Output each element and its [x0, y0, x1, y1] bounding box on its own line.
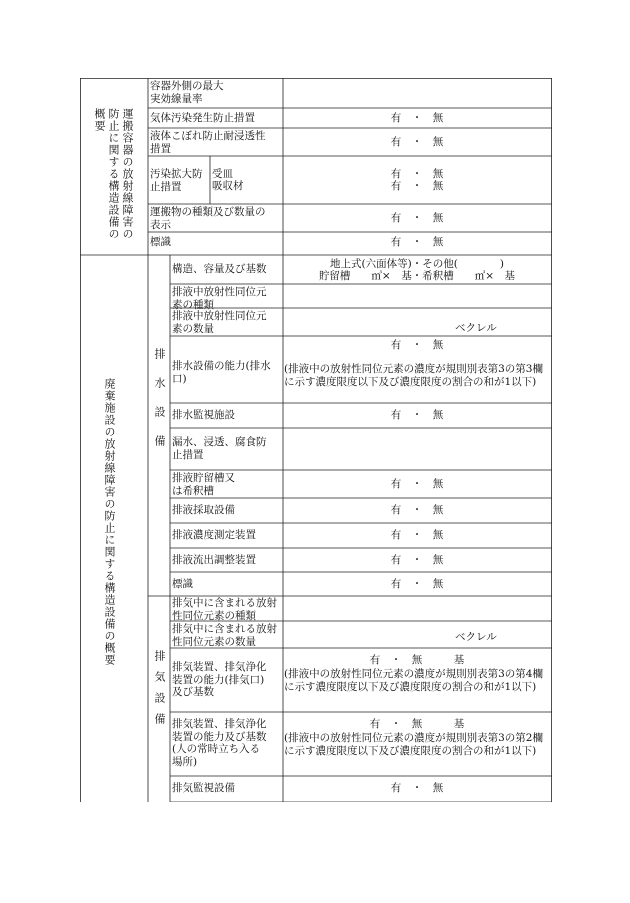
drain-conc-label: 排液濃度測定装置	[172, 529, 256, 541]
group-a-title: 運搬容器の放射線障害の防止に関する構造設備の概要	[93, 108, 134, 240]
row-gas-prevention-value: 有 ・ 無	[390, 112, 444, 124]
row-contamination-value2: 有 ・ 無	[390, 180, 444, 192]
row-gas-prevention-label: 気体汚染発生防止措置	[150, 112, 255, 124]
row-liquid-prevention-label: 液体こぼれ防止耐浸透性 措置	[150, 130, 266, 155]
row-contamination-sub1: 受皿	[212, 168, 233, 180]
drain-capacity-value: 有 ・ 無	[390, 339, 444, 351]
drain-flow-value: 有 ・ 無	[390, 554, 444, 566]
drain-capacity-note: (排液中の放射性同位元素の濃度が規則別表第3の第3欄に示す濃度限度以下及び濃度限度の割合の和が1以下)	[284, 363, 543, 388]
drain-title: 排水設備	[153, 348, 166, 464]
row-transport-label: 運搬物の種類及び数量の 表示	[150, 206, 266, 231]
drain-tank-label: 排液貯留槽又 は希釈槽	[172, 472, 235, 497]
drain-monitor-label: 排水監視施設	[172, 409, 235, 421]
exhaust-type-label: 排気中に含まれる放射性同位元素の種類	[172, 597, 277, 622]
drain-structure-value-l1: 地上式(六面体等)・その他( )	[330, 258, 504, 270]
exhaust-monitor-value: 有 ・ 無	[390, 782, 444, 794]
exhaust-cap1-label: 排気装置、排気浄化 装置の能力(排気口) 及び基数	[172, 661, 267, 698]
drain-sign-label: 標識	[172, 578, 193, 590]
exhaust-cap1-note: (排液中の放射性同位元素の濃度が規則別表第3の第4欄に示す濃度限度以下及び濃度限度の割合の和が1以下)	[284, 668, 543, 693]
drain-qty-label: 排液中放射性同位元 素の数量	[172, 310, 267, 335]
drain-sampling-value: 有 ・ 無	[390, 504, 444, 516]
row-sign-label: 標識	[150, 236, 171, 248]
row-max-dose-label: 容器外側の最大 実効線量率	[150, 80, 224, 105]
row-liquid-prevention-value: 有 ・ 無	[390, 136, 444, 148]
drain-conc-value: 有 ・ 無	[390, 529, 444, 541]
drain-structure-value-l2: 貯留槽 ㎥× 基・希釈槽 ㎥× 基	[318, 270, 516, 282]
exhaust-monitor-label: 排気監視設備	[172, 782, 235, 794]
row-sign-value: 有 ・ 無	[390, 236, 444, 248]
drain-tank-value: 有 ・ 無	[390, 478, 444, 490]
row-contamination-label: 汚染拡大防 止措置	[150, 168, 203, 193]
drain-capacity-label: 排水設備の能力(排水口)	[172, 360, 271, 385]
group-b-title: 廃棄施設の放射線障害の防止に関する構造設備の概要	[103, 378, 116, 666]
drain-flow-label: 排液流出調整装置	[172, 554, 256, 566]
exhaust-cap2-note: (排液中の放射性同位元素の濃度が規則別表第3の第2欄に示す濃度限度以下及び濃度限度の割合の和が1以下)	[284, 732, 543, 757]
row-transport-value: 有 ・ 無	[390, 212, 444, 224]
exhaust-cap2-value: 有 ・ 無 基	[369, 718, 465, 730]
drain-sampling-label: 排液採取設備	[172, 504, 235, 516]
drain-leak-label: 漏水、浸透、腐食防 止措置	[172, 436, 267, 461]
drain-type-label: 排液中放射性同位元 素の種類	[172, 286, 267, 311]
radiation-facility-form	[80, 78, 552, 802]
drain-qty-value: ベクレル	[455, 322, 497, 334]
drain-sign-value: 有 ・ 無	[390, 578, 444, 590]
exhaust-qty-value: ベクレル	[455, 631, 497, 643]
exhaust-qty-label: 排気中に含まれる放射性同位元素の数量	[172, 623, 277, 648]
exhaust-title: 排気設備	[153, 650, 166, 734]
exhaust-cap1-value: 有 ・ 無 基	[369, 654, 465, 666]
row-contamination-sub2: 吸収材	[212, 180, 244, 192]
drain-structure-label: 構造、容量及び基数	[172, 263, 267, 275]
exhaust-cap2-label: 排気装置、排気浄化 装置の能力及び基数 (人の常時立ち入る 場所)	[172, 718, 267, 768]
drain-monitor-value: 有 ・ 無	[390, 409, 444, 421]
row-contamination-value1: 有 ・ 無	[390, 168, 444, 180]
